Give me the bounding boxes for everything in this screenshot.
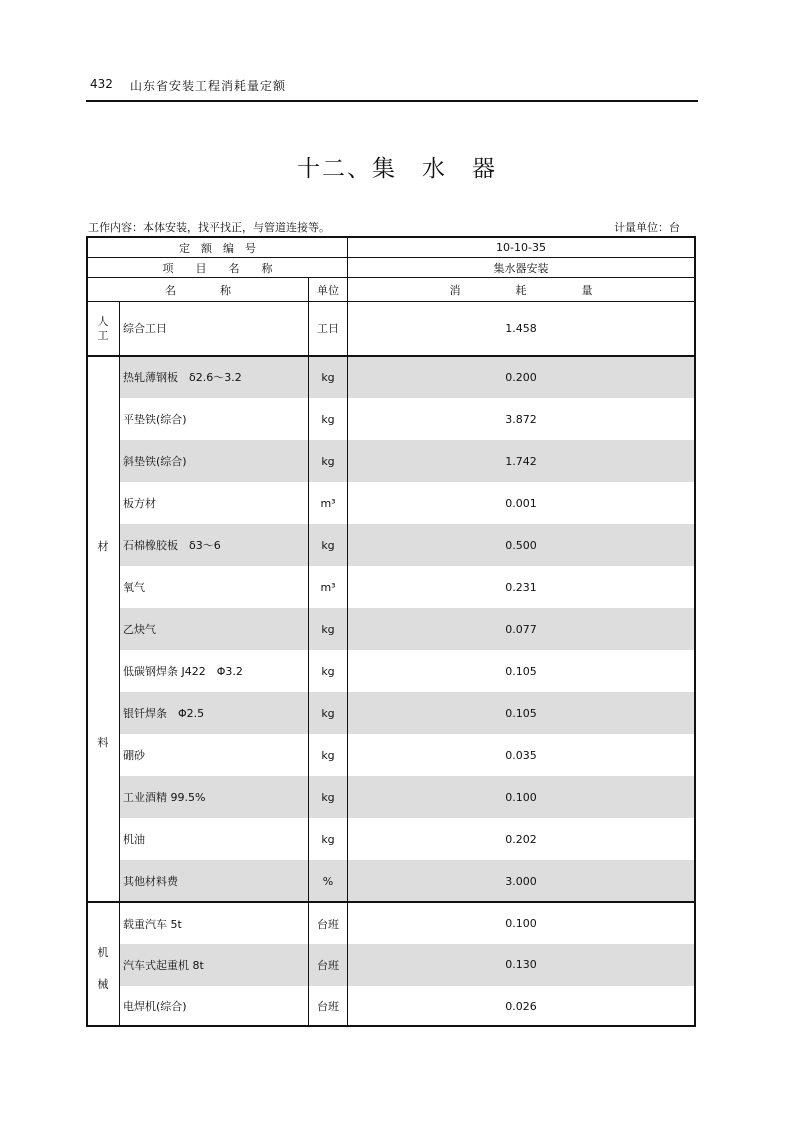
item-name: 氧气 — [123, 581, 145, 594]
item-name: 汽车式起重机 8t — [123, 958, 204, 972]
item-name: 低碳钢焊条 J422 Φ3.2 — [123, 665, 243, 678]
item-name: 板方材 — [123, 497, 156, 510]
table-row — [88, 860, 694, 902]
item-name: 机油 — [123, 833, 145, 846]
item-unit: 台班 — [317, 1000, 339, 1014]
item-consumption: 0.100 — [505, 790, 537, 804]
unit-note: 计量单位：台 — [614, 221, 680, 234]
item-unit: 台班 — [317, 917, 339, 931]
item-unit: kg — [321, 832, 335, 846]
table-row — [88, 986, 694, 1027]
category-labor: 人 工 — [97, 315, 109, 342]
table-row — [88, 524, 694, 566]
work-content: 工作内容：本体安装，找平找正，与管道连接等。 — [88, 221, 330, 234]
item-name: 综合工日 — [123, 322, 167, 335]
table-row — [88, 356, 694, 398]
item-name-value: 集水器安装 — [493, 261, 549, 275]
item-consumption: 1.458 — [505, 321, 537, 335]
item-unit: kg — [321, 748, 335, 762]
item-consumption: 0.105 — [505, 706, 537, 720]
quota-table — [86, 236, 696, 1027]
item-unit: % — [322, 874, 334, 888]
table-row — [88, 608, 694, 650]
item-unit: 台班 — [317, 958, 339, 972]
table-row — [88, 818, 694, 860]
item-name: 乙炔气 — [123, 623, 156, 636]
item-name: 硼砂 — [123, 749, 145, 762]
item-name: 电焊机(综合) — [123, 1000, 187, 1014]
item-unit: kg — [321, 370, 335, 384]
table-row — [88, 903, 694, 944]
item-unit: kg — [321, 454, 335, 468]
item-name: 其他材料费 — [123, 875, 178, 888]
category-machinery-bottom: 械 — [97, 978, 109, 991]
table-row — [88, 440, 694, 482]
table-row — [88, 944, 694, 985]
item-name: 载重汽车 5t — [123, 917, 182, 931]
item-consumption: 0.500 — [505, 538, 537, 552]
book-title: 山东省安装工程消耗量定额 — [130, 79, 287, 93]
item-consumption: 0.001 — [505, 496, 537, 510]
item-name: 工业酒精 99.5% — [123, 791, 206, 804]
item-unit: m³ — [320, 580, 336, 594]
item-name-label: 项 目 名 称 — [162, 261, 273, 275]
item-unit: kg — [321, 412, 335, 426]
item-name: 石棉橡胶板 δ3～6 — [123, 539, 221, 552]
item-consumption: 0.026 — [505, 999, 537, 1013]
column-header-name: 名 称 — [165, 283, 231, 297]
page-header — [86, 74, 698, 102]
item-consumption: 0.105 — [505, 664, 537, 678]
quota-code-label: 定 额 编 号 — [179, 241, 256, 255]
table-row — [88, 482, 694, 524]
item-consumption: 1.742 — [505, 454, 537, 468]
item-name: 热轧薄钢板 δ2.6～3.2 — [123, 371, 242, 384]
item-consumption: 3.000 — [505, 874, 537, 888]
table-row — [88, 692, 694, 734]
table-row — [88, 566, 694, 608]
item-consumption: 3.872 — [505, 412, 537, 426]
table-row — [88, 650, 694, 692]
item-consumption: 0.077 — [505, 622, 537, 636]
item-consumption: 0.035 — [505, 748, 537, 762]
category-materials-bottom: 料 — [97, 736, 109, 749]
item-name: 斜垫铁(综合) — [123, 455, 187, 468]
column-header-consumption: 消 耗 量 — [449, 283, 593, 297]
item-unit: m³ — [320, 496, 336, 510]
item-consumption: 0.130 — [505, 958, 537, 972]
table-row — [88, 734, 694, 776]
item-name: 银钎焊条 Φ2.5 — [123, 707, 205, 720]
category-materials-top: 材 — [97, 540, 109, 553]
column-header-unit: 单位 — [317, 283, 339, 297]
item-unit: kg — [321, 790, 335, 804]
item-name: 平垫铁(综合) — [123, 413, 187, 426]
item-consumption: 0.231 — [505, 580, 537, 594]
page-number: 432 — [90, 77, 113, 91]
item-unit: kg — [321, 706, 335, 720]
section-title: 十二、集 水 器 — [297, 156, 497, 182]
table-row — [88, 776, 694, 818]
item-unit: kg — [321, 538, 335, 552]
category-machinery-top: 机 — [97, 946, 109, 959]
item-consumption: 0.202 — [505, 832, 537, 846]
table-row — [88, 301, 694, 355]
item-consumption: 0.100 — [505, 917, 537, 931]
table-row — [88, 398, 694, 440]
item-unit: kg — [321, 664, 335, 678]
item-consumption: 0.200 — [505, 370, 537, 384]
item-unit: 工日 — [317, 322, 339, 335]
item-unit: kg — [321, 622, 335, 636]
quota-code-value: 10-10-35 — [496, 241, 546, 254]
